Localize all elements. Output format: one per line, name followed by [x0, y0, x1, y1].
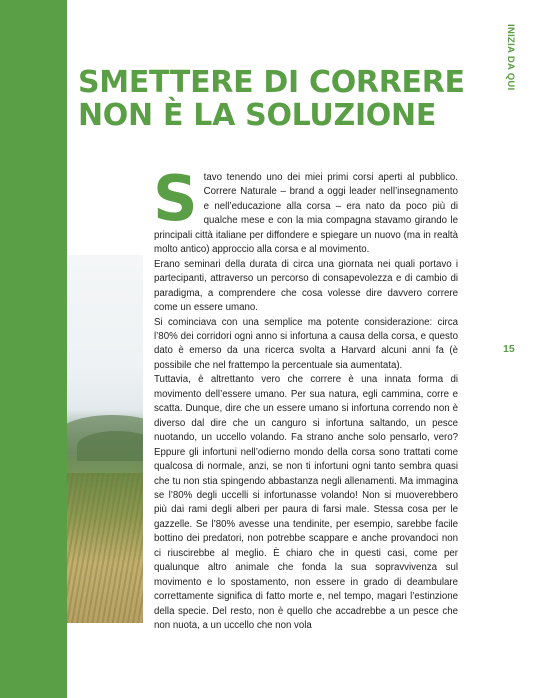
hill-shape-front	[77, 431, 143, 461]
chapter-title	[78, 66, 478, 132]
chapter-title-line-1: SMETTERE DI CORRERE	[78, 65, 465, 100]
body-text	[153, 162, 458, 634]
grass-field	[67, 473, 143, 623]
drop-cap: S	[153, 162, 198, 235]
green-side-band	[0, 0, 67, 698]
page-number: 15	[503, 343, 515, 355]
paragraph: tavo tenendo uno dei miei primi corsi aperti al pubblico. Correre Naturale – brand a oggi leader nell’insegnamento e nell’educazione alla corsa – era nato da poco più di qualche mese e con la mia compagna stavamo girando le principali città italiane per diffondere e spiegare un nuovo (ma in realtà molto antico) approccio alla corsa e al movimento.	[154, 172, 458, 256]
paragraph: Si cominciava con una semplice ma potente considerazione: circa l’80% dei corridori ogni anno si infortuna a causa della corsa, e questo dato è emerso da una ricerca svolta a Harvard alcuni anni fa (è possibile che nel frattempo la percentuale sia aumentata).	[154, 316, 458, 371]
landscape-photo	[67, 255, 143, 623]
paragraph: Tuttavia, è altrettanto vero che correre è una innata forma di movimento dell’essere umano. Per sua natura, egli cammina, corre e scatta. Dunque, dire che un essere umano si infortuna correndo non è diverso dal dire che un canguro si infortuna saltando, un pesce nuotando, un uccello volando. Fa strano anche solo pensarlo, vero? Eppure gli infortuni nell’odierno mondo della corsa sono trattati come qualcosa di normale, anzi, se non ti infortuni ogni tanto sembra quasi che tu non stia spingendo abbastanza negli allenamenti. Ma immagina se l’80% degli uccelli si infortunasse volando! Non si muoverebbero più dai rami degli alberi per paura di farsi male. Stessa cosa per le gazzelle. Se l’80% avesse una tendinite, per esempio, sarebbe facile bottino dei predatori, non potrebbe scappare e anche provandoci non ci riuscirebbe al meglio. È chiaro che in questi casi, come per qualunque altro animale che fonda la sua sopravvivenza sul movimento e lo spostamento, non essere in grado di deambulare correttamente significa di fatto morte e, nel tempo, magari l’estinzione della specie. Del resto, non è quello che accadrebbe a un pesce che non nuota, a un uccello che non vola	[154, 374, 458, 632]
running-head: INIZIA DA QUI	[505, 24, 516, 91]
paragraph: Erano seminari della durata di circa una giornata nei quali portavo i partecipanti, attraverso un percorso di consapevolezza e di cambio di paradigma, a comprendere che cosa volesse dire davvero correre come un essere umano.	[154, 258, 458, 314]
chapter-title-line-2: NON È LA SOLUZIONE	[78, 98, 437, 133]
